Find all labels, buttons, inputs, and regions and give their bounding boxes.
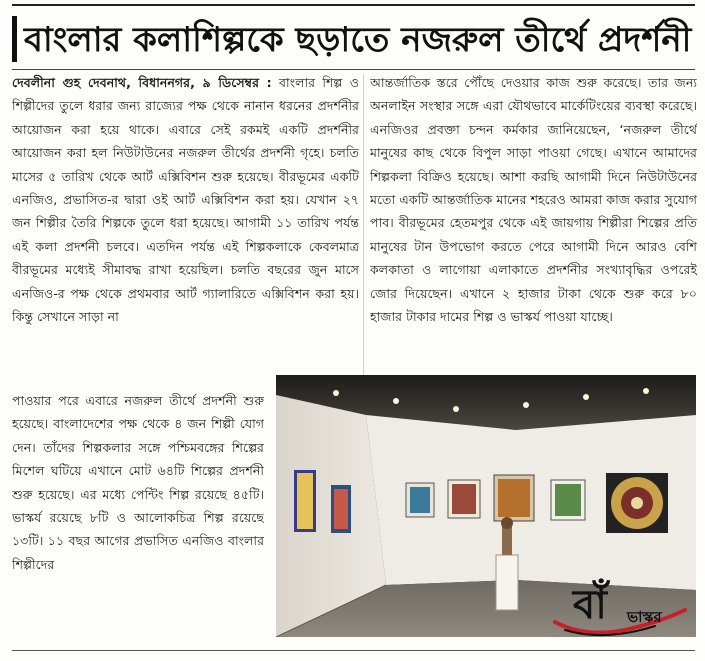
headline: বাংলার কলাশিল্পকে ছড়াতে নজরুল তীর্থে প্রদর্শনী	[24, 20, 692, 60]
logo-text: ভাস্কর	[627, 608, 662, 626]
top-rule	[12, 4, 695, 6]
logo-mark	[545, 560, 695, 640]
article-right-column	[370, 71, 697, 389]
bottom-rule	[12, 650, 695, 651]
headline-rule	[12, 69, 695, 70]
publication-logo	[545, 560, 695, 640]
left-column-text: বাংলার শিল্প ও শিল্পীদের তুলে ধরার জন্য রাজ্যের পক্ষ থেকে নানান ধরনের প্রদর্শনীর আয়োজন করা হয়ে থাকে। এবারে সেই রকমই একটি প্রদর্শনীর আয়োজন করা হল নিউটাউনের নজরুল তীর্থের প্রদর্শনী গৃহে। চলতি মাসের ৫ তারিখ থেকে আর্ট এক্সিবিশন শুরু হয়েছে। বীরভূমের একটি এনজিও, প্রভাসিত-র দ্বারা ওই আর্ট এক্সিবিশন করা হয়। যেখান ২৭ জন শিল্পীর তৈরি শিল্পকে তুলে ধরা হয়েছে। আগামী ১১ তারিখ পর্যন্ত এই কলা প্রদর্শনী চলবে। এতদিন পর্যন্ত এই শিল্পকলাকে কেবলমাত্র বীরভূমের মধ্যেই সীমাবদ্ধ রাখা হয়েছিল। চলতি বছরের জুন মাসে এনজিও-র পক্ষ থেকে প্রথমবার আর্ট গ্যালারিতে এক্সিবিশন করা হয়। কিন্তু সেখানে সাড়া না	[12, 75, 359, 325]
right-column-text: আন্তর্জাতিক স্তরে পৌঁছে দেওয়ার কাজ শুরু করেছে। তার জন্য অনলাইন সংস্থার সঙ্গে এরা যৌথভাবে মার্কেটিংয়ের ব্যবস্থা করেছে। এনজিওর প্রবক্তা চন্দন কর্মকার জানিয়েছেন, ‘নজরুল তীর্থে মানুষের কাছ থেকে বিপুল সাড়া পাওয়া গেছে। এখানে আমাদের শিল্পকলা বিক্রিও হয়েছে। আশা করছি আগামী দিনে নিউটাউনের মতো একটি আন্তর্জাতিক মানের শহরেও আমরা কাজ করার সুযোগ পাব। বীরভূমের হেতমপুর থেকে এই জায়গায় শিল্পীরা শিল্পের প্রতি মানুষের টান উপভোগ করতে পেরে আগামী দিনে আরও বেশি কলকাতা ও লাগোয়া এলাকাতে প্রদর্শনীর সংখ্যাবৃদ্ধির ওপরেই জোর দিয়েছেন। এখানে ২ হাজার টাকা থেকে শুরু করে ৮০ হাজার টাকার দামের শিল্প ও ভাস্কর্য পাওয়া যাচ্ছে।	[370, 75, 697, 325]
logo-glyph: বাঁ	[573, 582, 607, 628]
article-left-lower-column	[12, 389, 264, 639]
left-lower-text: পাওয়ার পরে এবারে নজরুল তীর্থে প্রদর্শনী শুরু হয়েছে। বাংলাদেশের পক্ষ থেকে ৪ জন শিল্পী যোগ দেন। তাঁদের শিল্পকলার সঙ্গে পশ্চিমবঙ্গের শিল্পের মিশেল ঘটিয়ে এখানে মোট ৬৪টি শিল্পের প্রদর্শনী শুরু হয়েছে। এর মধ্যে পেন্টিং শিল্প রয়েছে ৪৫টি। ভাস্কর্য রয়েছে ৮টি ও আলোকচিত্র শিল্প রয়েছে ১৩টি। ১১ বছর আগের প্রভাসিত এনজিও বাংলার শিল্পীদের	[12, 393, 264, 572]
column-separator	[363, 74, 364, 386]
byline: দেবলীনা গুহ দেবনাথ, বিধাননগর, ৯ ডিসেম্বর :	[12, 75, 272, 90]
article-left-column	[12, 71, 359, 389]
